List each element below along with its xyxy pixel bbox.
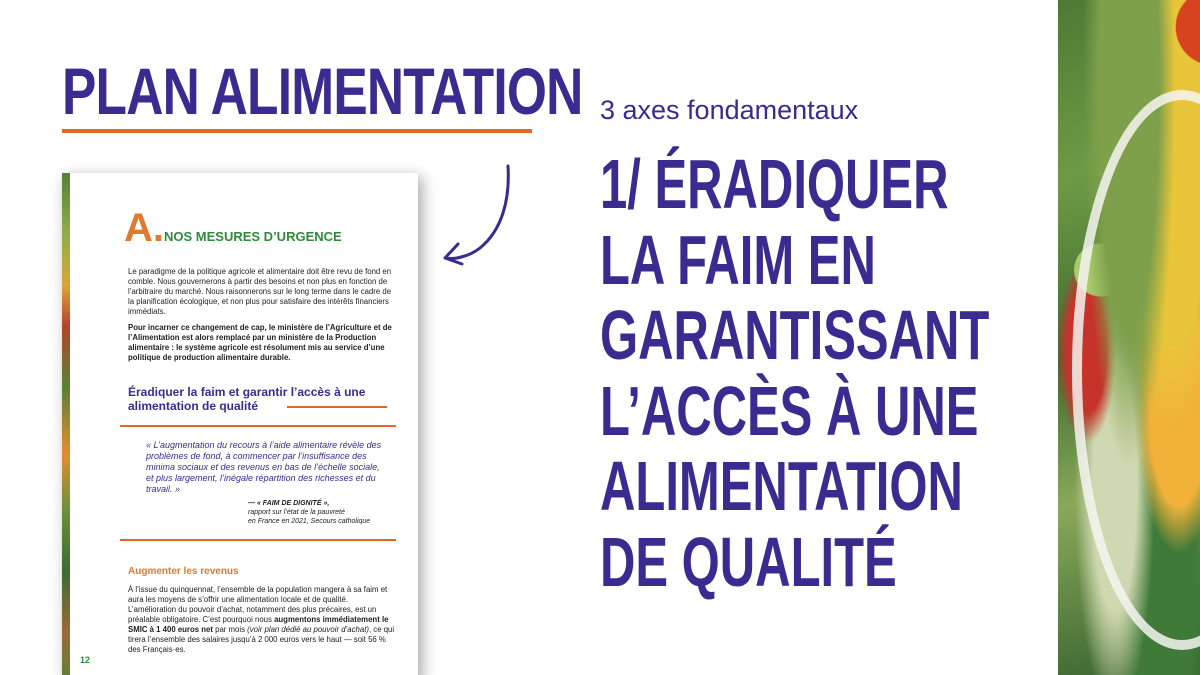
subheading: Éradiquer la faim et garantir l’accès à une alimentation de qualité <box>128 385 366 413</box>
title-underline <box>62 129 532 133</box>
page-number: 12 <box>80 655 91 665</box>
food-strip-image <box>62 173 70 675</box>
source-line-2: en France en 2021, Secours catholique <box>248 518 371 525</box>
bowl-rim <box>1072 90 1200 650</box>
divider <box>120 425 396 427</box>
headline-line: LA FAIM EN <box>600 220 876 299</box>
page-title: PLAN ALIMENTATION <box>62 54 583 128</box>
source-line-1: rapport sur l’état de la pauvreté <box>248 509 345 516</box>
document-page <box>62 173 418 675</box>
revenus-paragraph <box>128 585 398 655</box>
para3-text-a: À l’issue du quinquennat, l’ensemble de la population mangera à sa faim et aura les moyens de s’offrir une alimentation locale et de qualité. L’amélioration du pouvoir d’achat, notamment des plus précaires, est un préalable obligatoire. C’est pourquoi nous <box>128 585 388 624</box>
quote: « L’augmentation du recours à l’aide alimentaire révèle des problèmes de fond, à commencer par l’insuffisance des minima sociaux et des revenus en bas de l’échelle sociale, et plus largement, l’inégale répartition des richesses et du travail. » <box>146 440 382 494</box>
subtitle: 3 axes fondamentaux <box>600 95 859 125</box>
curved-arrow-icon <box>436 160 516 270</box>
headline-line: 1/ ÉRADIQUER <box>600 145 949 223</box>
subheading-underline <box>287 406 387 408</box>
intro-paragraph: Le paradigme de la politique agricole et alimentaire doit être revu de fond en comble. Nous gouvernerons à partir des besoins et non plus en fonction de l’arbitraire du marché. Nous raisonnerons sur le long terme dans le cadre de la planification écologique, et non plus pour satisfaire des intérêts financiers immédiats. <box>128 267 392 316</box>
section-title: NOS MESURES D’URGENCE <box>164 229 342 244</box>
headline-line: ALIMENTATION <box>600 447 963 525</box>
para3-text-b: par mois <box>212 625 248 634</box>
section-heading <box>124 206 342 251</box>
salad-photo <box>1058 0 1200 675</box>
para3-italic: (voir plan dédié au pouvoir d’achat) <box>247 625 369 634</box>
headline <box>600 147 992 600</box>
headline-line: DE QUALITÉ <box>600 522 897 601</box>
headline-line: GARANTISSANT <box>600 296 990 374</box>
headline-line: L’ACCÈS À UNE <box>600 371 979 450</box>
section-letter: A. <box>124 206 164 250</box>
source-title: — « FAIM DE DIGNITÉ », <box>248 500 330 507</box>
quote-source <box>248 499 398 526</box>
para3-bold: augmentons immédiatement le SMIC à 1 400 euros net <box>128 615 389 634</box>
para3-text-c: , ce qui tirera l’ensemble des salaires jusqu’à 2 000 euros vers le haut — soit 56 % des Français·es. <box>128 625 395 654</box>
bold-paragraph: Pour incarner ce changement de cap, le ministère de l’Agriculture et de l’Alimentation est alors remplacé par un ministère de la Production alimentaire : le système agricole est résolument mis au service d’une politique de production alimentaire durable. <box>128 323 392 362</box>
subheading-revenus: Augmenter les revenus <box>128 566 239 577</box>
divider <box>120 539 396 541</box>
